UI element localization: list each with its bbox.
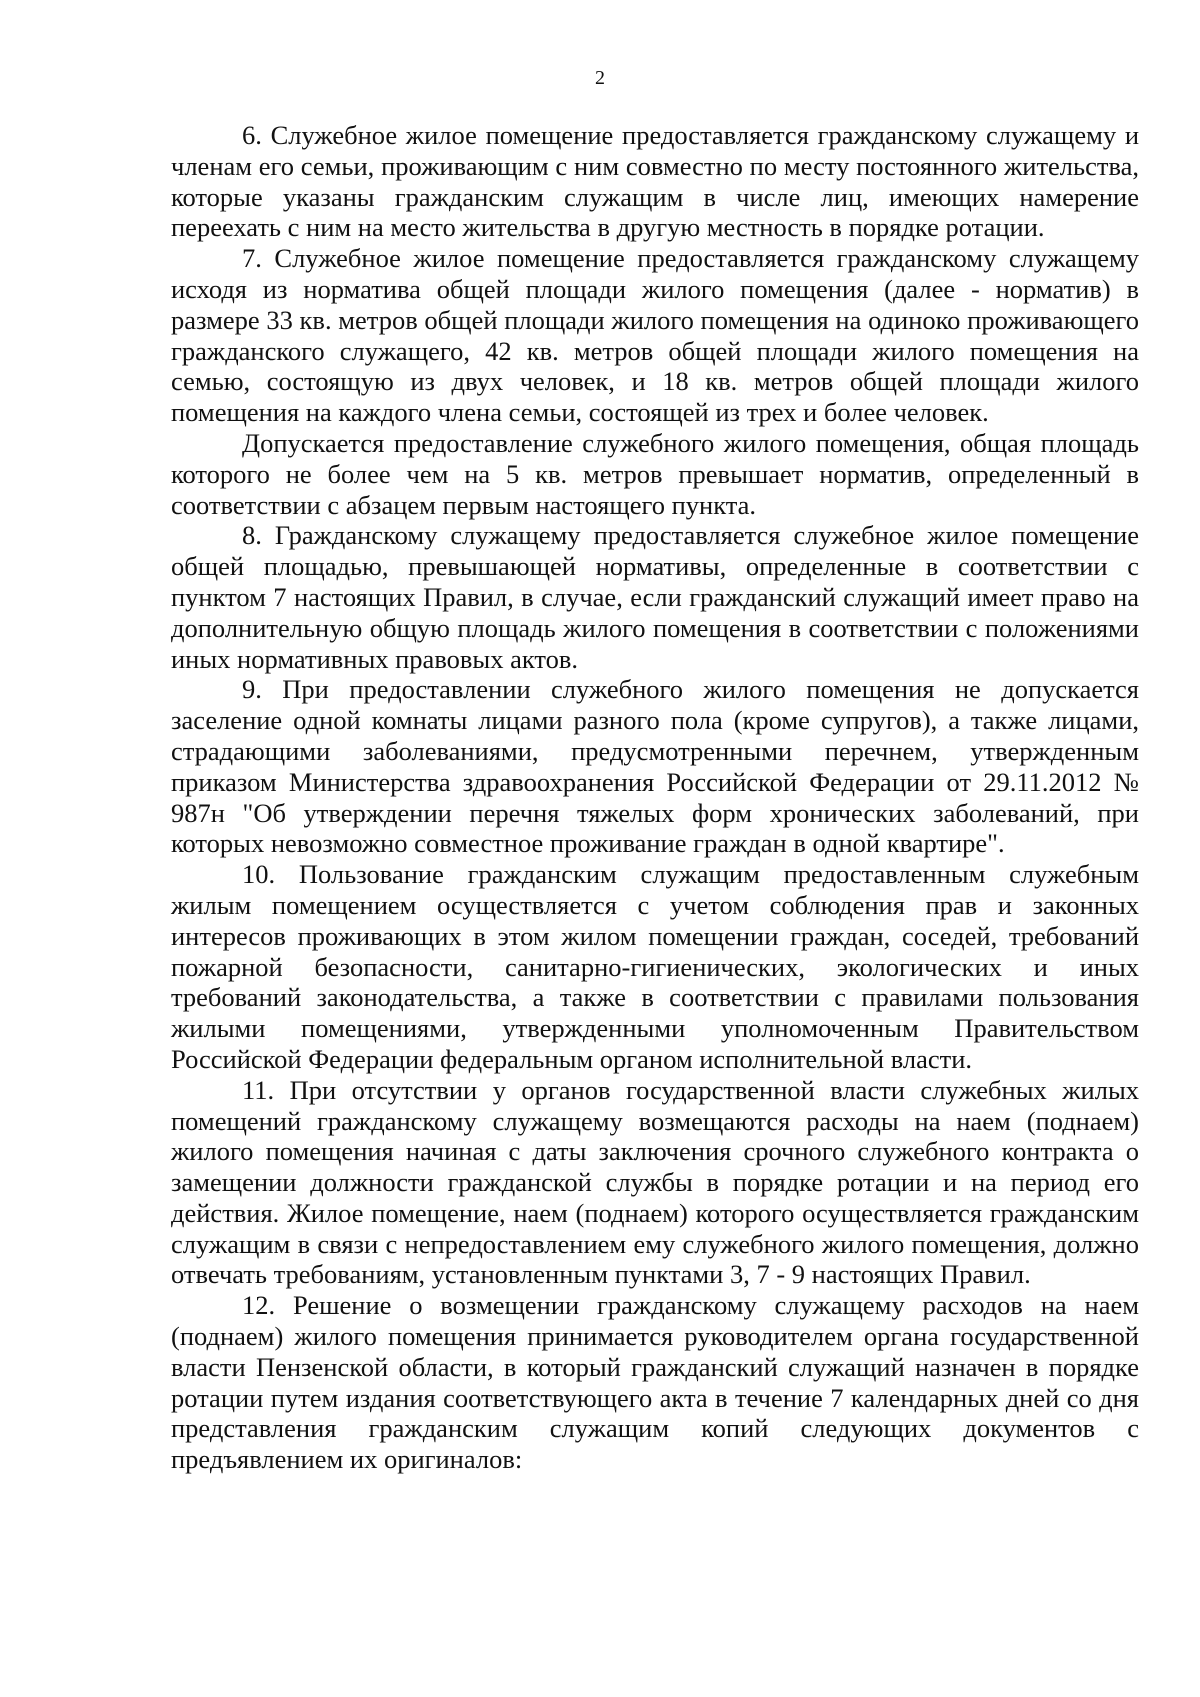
- paragraph-8: 8. Гражданскому служащему предоставляется служебное жилое помещение общей площадью, превышающей нормативы, определенные в соответствии с пунктом 7 настоящих Правил, в случае, если гражданский служащий имеет право на дополнительную общую площадь жилого помещения в соответствии с положениями иных нормативных правовых актов.: [171, 520, 1139, 674]
- paragraph-7-note: Допускается предоставление служебного жилого помещения, общая площадь которого не более чем на 5 кв. метров превышает норматив, определенный в соответствии с абзацем первым настоящего пункта.: [171, 427, 1139, 520]
- paragraph-11: 11. При отсутствии у органов государственной власти служебных жилых помещений гражданскому служащему возмещаются расходы на наем (поднаем) жилого помещения начиная с даты заключения срочного служебного контракта о замещении должности гражданской службы в порядке ротации и на период его действия. Жилое помещение, наем (поднаем) которого осуществляется гражданским служащим в связи с непредоставлением ему служебного жилого помещения, должно отвечать требованиям, установленным пунктами 3, 7 - 9 настоящих Правил.: [171, 1074, 1139, 1290]
- paragraph-6: 6. Служебное жилое помещение предоставляется гражданскому служащему и членам его семьи, проживающим с ним совместно по месту постоянного жительства, которые указаны гражданским служащим в числе лиц, имеющих намерение переехать с ним на место жительства в другую местность в порядке ротации.: [171, 120, 1139, 243]
- page-number: 2: [595, 67, 605, 89]
- document-body: [171, 120, 1139, 1475]
- paragraph-12: 12. Решение о возмещении гражданскому служащему расходов на наем (поднаем) жилого помещения принимается руководителем органа государственной власти Пензенской области, в который гражданский служащий назначен в порядке ротации путем издания соответствующего акта в течение 7 календарных дней со дня представления гражданским служащим копий следующих документов с предъявлением их оригиналов:: [171, 1290, 1139, 1475]
- paragraph-9: 9. При предоставлении служебного жилого помещения не допускается заселение одной комнаты лицами разного пола (кроме супругов), а также лицами, страдающими заболеваниями, предусмотренными перечнем, утвержденным приказом Министерства здравоохранения Российской Федерации от 29.11.2012 № 987н "Об утверждении перечня тяжелых форм хронических заболеваний, при которых невозможно совместное проживание граждан в одной квартире".: [171, 674, 1139, 859]
- paragraph-7: 7. Служебное жилое помещение предоставляется гражданскому служащему исходя из норматива общей площади жилого помещения (далее - норматив) в размере 33 кв. метров общей площади жилого помещения на одиноко проживающего гражданского служащего, 42 кв. метров общей площади жилого помещения на семью, состоящую из двух человек, и 18 кв. метров общей площади жилого помещения на каждого члена семьи, состоящей из трех и более человек.: [171, 243, 1139, 428]
- paragraph-10: 10. Пользование гражданским служащим предоставленным служебным жилым помещением осуществляется с учетом соблюдения прав и законных интересов проживающих в этом жилом помещении граждан, соседей, требований пожарной безопасности, санитарно-гигиенических, экологических и иных требований законодательства, а также в соответствии с правилами пользования жилыми помещениями, утвержденными уполномоченным Правительством Российской Федерации федеральным органом исполнительной власти.: [171, 859, 1139, 1074]
